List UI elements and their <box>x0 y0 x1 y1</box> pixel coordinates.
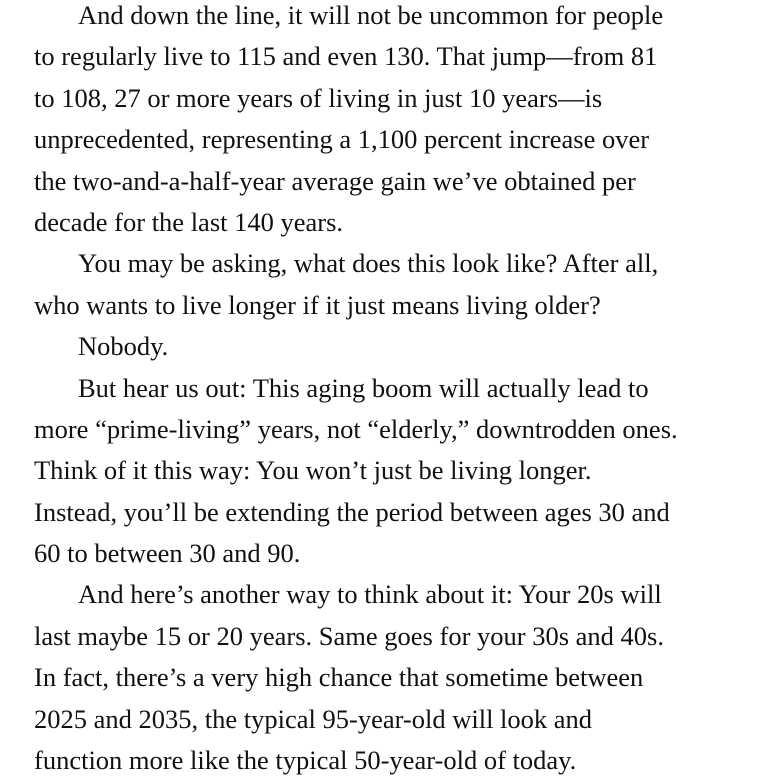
text-line: to regularly live to 115 and even 130. That jump—from 81 <box>34 41 658 72</box>
text-line: last maybe 15 or 20 years. Same goes for your 30s and 40s. <box>34 620 664 651</box>
text-line: And down the line, it will not be uncommon for people <box>78 0 664 30</box>
text-line: 2025 and 2035, the typical 95-year-old will look and <box>34 703 593 734</box>
text-line: to 108, 27 or more years of living in just 10 years—is <box>34 82 603 113</box>
text-line: In fact, there’s a very high chance that sometime between <box>34 662 644 693</box>
text-line: decade for the last 140 years. <box>34 206 344 237</box>
text-line: 60 to between 30 and 90. <box>34 538 301 569</box>
paragraph-what-does-this-look-like <box>34 243 754 326</box>
paragraph-aging-boom <box>34 368 754 575</box>
text-line: more “prime-living” years, not “elderly,” downtrodden ones. <box>34 413 678 444</box>
text-line: the two-and-a-half-year average gain we’ve obtained per <box>34 165 636 196</box>
text-line: And here’s another way to think about it: Your 20s will <box>78 579 662 610</box>
text-line: Think of it this way: You won’t just be living longer. <box>34 455 592 486</box>
text-line: who wants to live longer if it just means living older? <box>34 289 601 320</box>
text-line: function more like the typical 50-year-old of today. <box>34 745 577 776</box>
text-line: Instead, you’ll be extending the period between ages 30 and <box>34 496 670 527</box>
paragraph-another-way <box>34 574 754 781</box>
book-page-text <box>34 0 754 781</box>
paragraph-lifespan-jump <box>34 0 754 243</box>
text-line: But hear us out: This aging boom will actually lead to <box>78 372 649 403</box>
text-line: You may be asking, what does this look like? After all, <box>78 248 659 279</box>
text-line: Nobody. <box>78 331 169 362</box>
paragraph-nobody <box>34 326 754 367</box>
text-line: unprecedented, representing a 1,100 percent increase over <box>34 124 650 155</box>
